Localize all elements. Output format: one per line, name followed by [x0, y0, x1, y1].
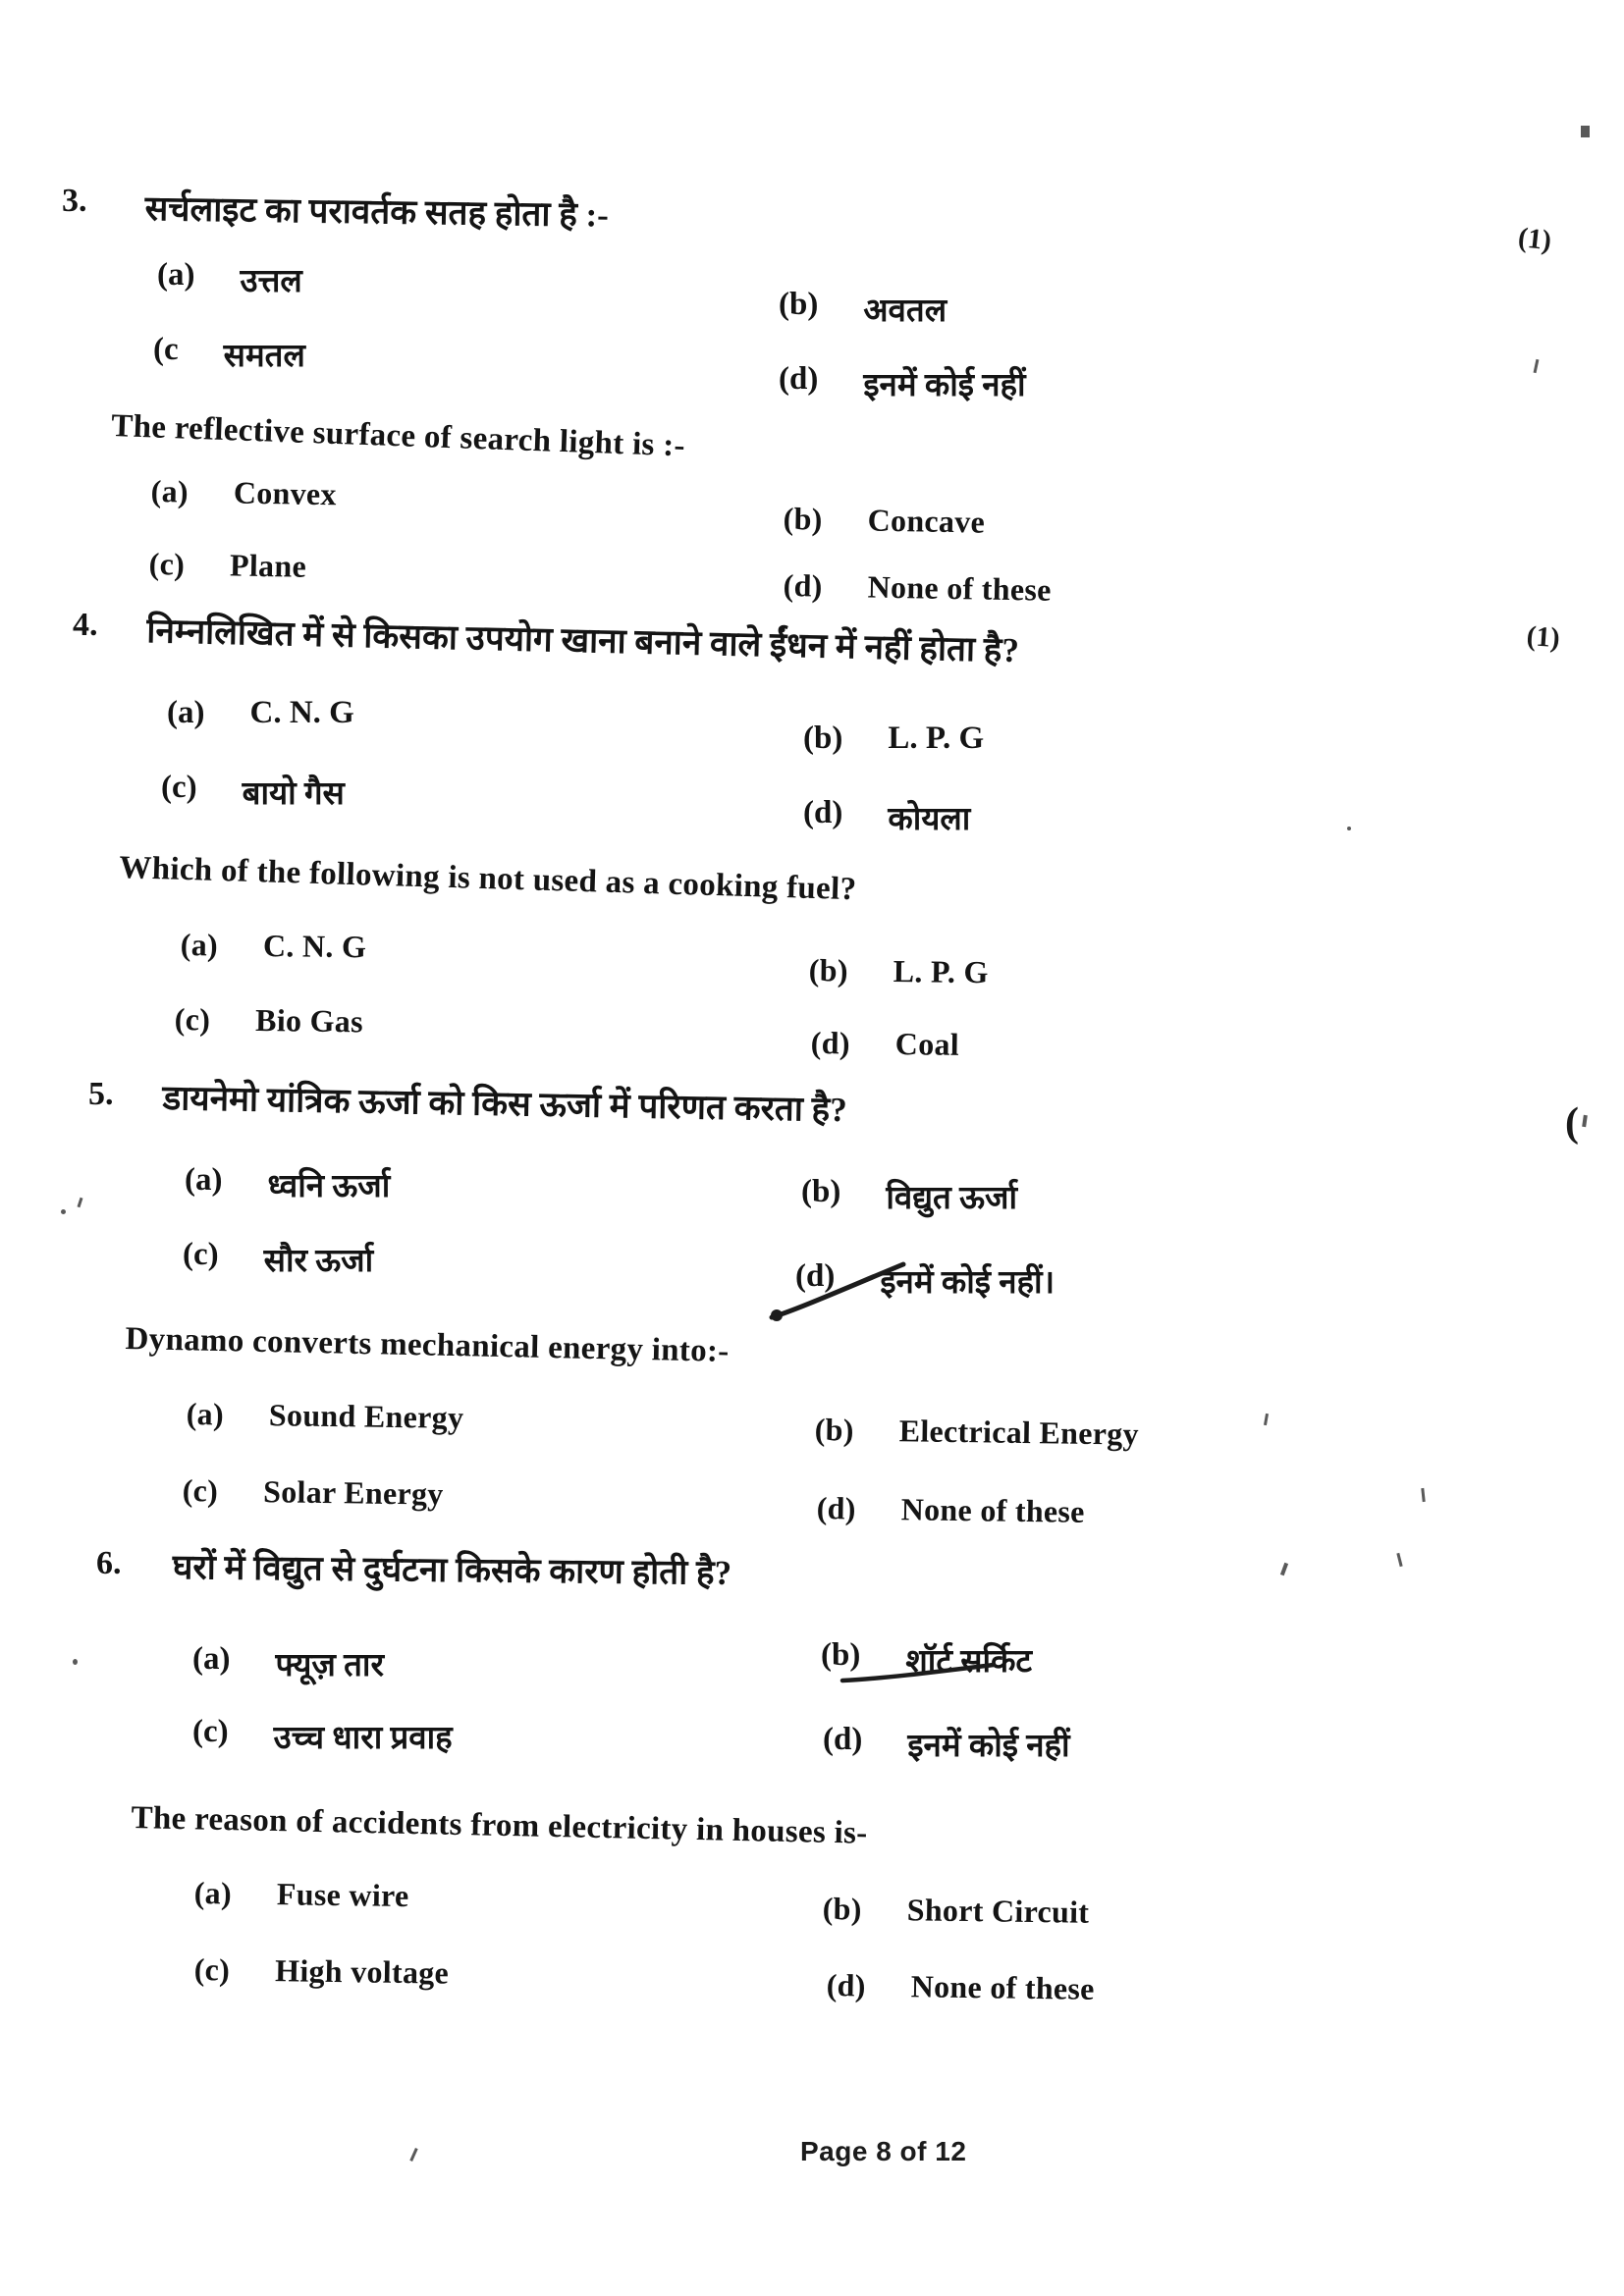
option-b-hindi — [779, 287, 947, 331]
page-number-footer: Page 8 of 12 — [800, 2136, 967, 2166]
option-label: (c) — [148, 546, 186, 582]
option-text: Short Circuit — [906, 1892, 1090, 1930]
option-d-english — [826, 1967, 1094, 2007]
option-text: शॉर्ट सर्किट — [905, 1644, 1033, 1680]
option-label: (a) — [157, 257, 195, 293]
scan-speck — [1347, 827, 1351, 830]
option-a-hindi — [167, 695, 354, 731]
option-text: Plane — [229, 547, 307, 584]
option-b-hindi — [821, 1637, 1032, 1682]
option-label: (d) — [826, 1967, 867, 2003]
option-text: Coal — [894, 1026, 960, 1062]
option-d-hindi — [803, 795, 970, 839]
option-label: (c) — [183, 1237, 219, 1272]
option-c-hindi — [192, 1714, 453, 1758]
option-text: None of these — [867, 568, 1052, 608]
option-c-english — [175, 1001, 364, 1040]
question-number: 5. — [88, 1076, 114, 1112]
scan-speck — [1534, 359, 1540, 373]
option-c-hindi — [183, 1237, 373, 1281]
question-text-hindi: निम्नलिखित में से किसका उपयोग खाना बनाने वाले ईंधन में नहीं होता है? — [146, 611, 1020, 670]
option-d-english — [816, 1490, 1084, 1530]
option-text: उत्तल — [240, 264, 302, 299]
option-text: Concave — [867, 502, 986, 540]
option-text: C. N. G — [249, 695, 354, 730]
option-label: (a) — [180, 927, 219, 963]
option-text: L. P. G — [888, 721, 985, 756]
option-a-hindi — [157, 257, 302, 301]
option-text: C. N. G — [262, 928, 367, 965]
question-text-hindi: सर्चलाइट का परावर्तक सतह होता है :- — [144, 188, 610, 235]
option-a-english — [186, 1396, 463, 1436]
option-label: (b) — [803, 721, 843, 756]
marks-indicator: (1) — [1516, 222, 1553, 257]
option-label: (d) — [795, 1258, 836, 1294]
option-label: (a) — [150, 473, 189, 509]
scan-speck — [1421, 1488, 1425, 1502]
option-a-hindi — [185, 1162, 390, 1206]
question-text-hindi: डायनेमो यांत्रिक ऊर्जा को किस ऊर्जा में परिणत करता है? — [162, 1078, 848, 1130]
option-label: (c) — [192, 1714, 229, 1749]
scan-speck — [1264, 1414, 1269, 1425]
option-d-hindi — [823, 1722, 1070, 1766]
option-text: इनमें कोई नहीं — [907, 1729, 1070, 1764]
question-text-english: The reflective surface of search light is :- — [110, 408, 686, 464]
option-text: उच्च धारा प्रवाह — [273, 1721, 453, 1756]
question-text-english: The reason of accidents from electricity in houses is- — [131, 1800, 868, 1851]
scan-speck — [409, 2148, 417, 2162]
option-label: (a) — [193, 1875, 233, 1911]
question-text-english: Which of the following is not used as a cooking fuel? — [118, 850, 857, 908]
option-label: (b) — [783, 501, 824, 537]
option-text: विद्युत ऊर्जा — [886, 1181, 1018, 1216]
option-d-hindi — [779, 361, 1026, 405]
option-text: फ्यूज़ तार — [275, 1648, 384, 1683]
option-b-hindi — [803, 721, 984, 757]
option-text: Fuse wire — [276, 1876, 409, 1914]
option-label: (d) — [816, 1490, 857, 1526]
option-label: (c — [153, 332, 179, 367]
option-text: सौर ऊर्जा — [263, 1244, 374, 1279]
option-d-english — [783, 567, 1052, 609]
option-a-english — [150, 473, 337, 512]
option-b-english — [822, 1891, 1089, 1931]
option-label: (b) — [808, 952, 849, 988]
option-label: (c) — [193, 1951, 231, 1988]
option-label: (d) — [779, 361, 819, 397]
option-label: (d) — [810, 1025, 851, 1061]
option-text: Electrical Energy — [898, 1413, 1140, 1452]
scan-speck — [1396, 1553, 1402, 1567]
option-label: (a) — [186, 1396, 225, 1432]
option-d-hindi — [795, 1258, 1055, 1303]
marks-indicator: (1) — [1525, 620, 1561, 655]
option-label: (b) — [779, 287, 819, 322]
option-label: (d) — [823, 1722, 863, 1757]
option-label: (a) — [192, 1641, 231, 1677]
option-label: (c) — [182, 1472, 219, 1509]
option-text: Solar Energy — [262, 1473, 444, 1512]
option-label: (b) — [814, 1412, 855, 1448]
option-text: ध्वनि ऊर्जा — [267, 1169, 391, 1204]
option-c-english — [182, 1472, 443, 1513]
option-text: Convex — [233, 474, 338, 512]
option-label: (a) — [167, 695, 205, 730]
option-text: Bio Gas — [254, 1002, 364, 1040]
option-text: L. P. G — [893, 953, 989, 990]
option-label: (a) — [185, 1162, 223, 1198]
option-text: कोयला — [888, 802, 971, 837]
option-label: (b) — [822, 1891, 863, 1927]
option-label: (b) — [821, 1637, 861, 1673]
option-label: (d) — [783, 567, 824, 604]
question-number: 6. — [96, 1545, 122, 1581]
option-d-english — [811, 1025, 960, 1063]
question-number: 3. — [62, 183, 87, 219]
option-c-hindi — [153, 332, 305, 376]
scan-speck — [1280, 1563, 1288, 1576]
pen-blob-q5 — [771, 1309, 783, 1321]
option-text: इनमें कोई नहीं। — [880, 1265, 1056, 1301]
option-label: (d) — [803, 795, 843, 830]
option-text: इनमें कोई नहीं — [863, 368, 1026, 403]
option-c-english — [148, 546, 306, 585]
option-text: High voltage — [274, 1952, 450, 1991]
marks-indicator: ( — [1565, 1100, 1579, 1146]
option-b-hindi — [801, 1174, 1017, 1218]
option-text: Sound Energy — [268, 1397, 464, 1435]
scan-speck — [1582, 1115, 1588, 1127]
option-label: (c) — [161, 770, 197, 805]
scan-speck — [73, 1659, 78, 1665]
option-label: (b) — [801, 1174, 841, 1209]
option-text: अवतल — [863, 294, 947, 329]
option-label: (c) — [174, 1001, 211, 1038]
option-b-english — [783, 501, 985, 541]
option-a-english — [193, 1875, 408, 1914]
question-text-english: Dynamo converts mechanical energy into:- — [125, 1321, 730, 1369]
scan-speck — [61, 1209, 66, 1214]
scan-speck — [78, 1198, 83, 1207]
question-text-hindi: घरों में विद्युत से दुर्घटना किसके कारण होती है? — [172, 1547, 732, 1592]
option-b-english — [814, 1412, 1139, 1453]
option-c-english — [193, 1951, 449, 1992]
option-a-english — [181, 927, 367, 965]
option-text: None of these — [900, 1491, 1085, 1529]
option-a-hindi — [192, 1641, 384, 1685]
option-text: None of these — [910, 1968, 1095, 2006]
option-text: समतल — [223, 339, 305, 374]
question-number: 4. — [73, 607, 98, 643]
option-b-english — [809, 952, 989, 990]
scan-speck — [1581, 126, 1590, 137]
option-text: बायो गैस — [242, 776, 345, 812]
option-c-hindi — [161, 770, 345, 814]
